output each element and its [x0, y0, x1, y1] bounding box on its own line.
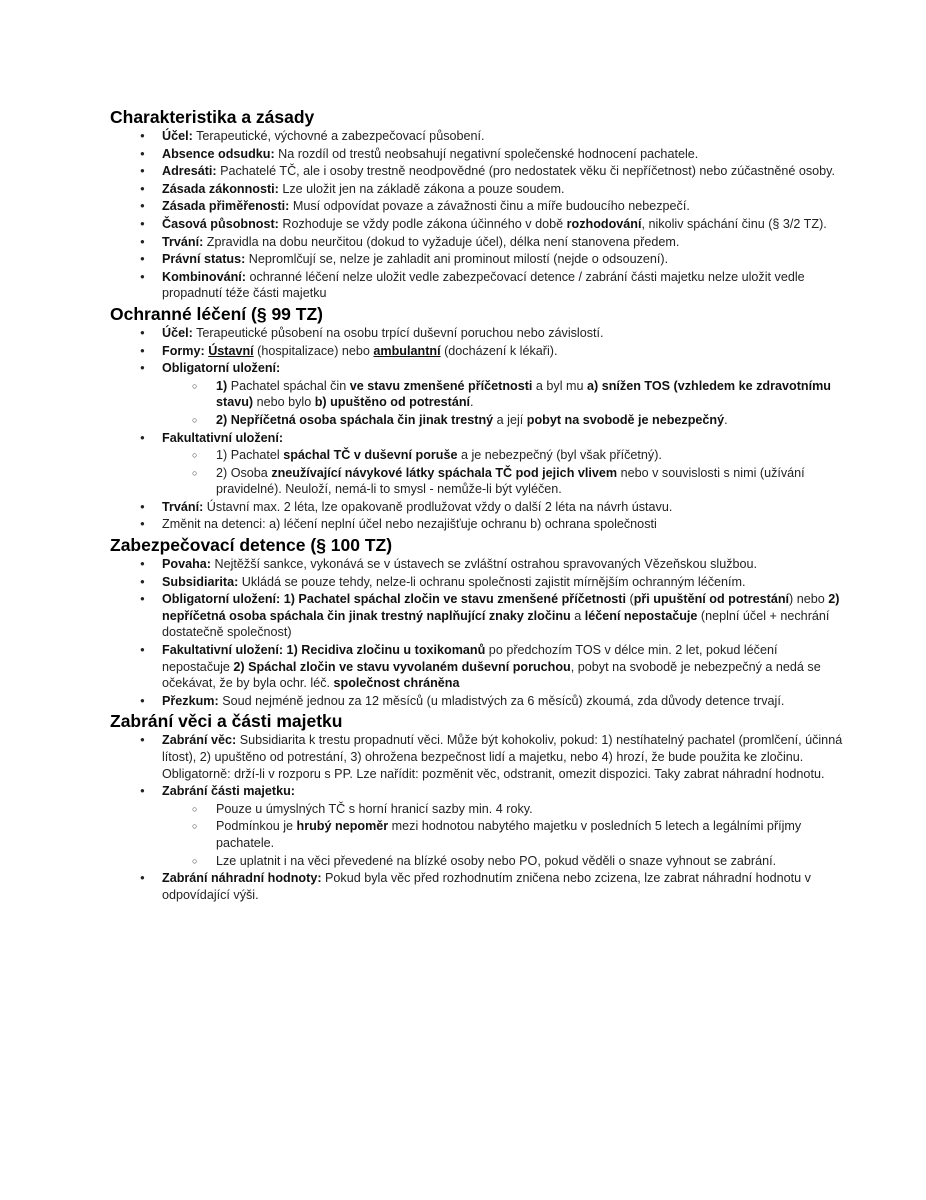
item-text: . [724, 412, 728, 427]
item-bold: 2) Nepříčetná osoba spáchala čin jinak trestný [216, 412, 494, 427]
characteristics-list [110, 128, 846, 302]
item-bold: ve stavu zmenšené příčetnosti [349, 378, 533, 393]
item-bold: při upuštění od potrestání [633, 592, 790, 607]
item-text: Terapeutické, výchovné a zabezpečovací působení. [192, 129, 485, 143]
item-text: ) nebo [789, 592, 829, 607]
item-label: Zásada zákonnosti: [162, 181, 279, 196]
sub-list [162, 378, 846, 429]
item-text: (docházení k lékaři). [440, 343, 558, 358]
sub-list [162, 447, 846, 498]
item-label: Fakultativní uložení: [162, 643, 284, 658]
item-text: Lze uložit jen na základě zákona a pouze soudem. [278, 181, 565, 196]
item-bold: 1) Pachatel spáchal zločin ve stavu zmenšené příčetnosti [280, 592, 626, 607]
item-bold: společnost chráněna [333, 676, 460, 691]
item-bold: 2) Spáchal zločin ve stavu vyvolaném duševní poruchou [233, 659, 571, 674]
sub-list-item [162, 853, 846, 870]
list-item [110, 556, 846, 573]
item-bold: rozhodování [566, 216, 642, 231]
item-text: , pobyt na svobodě je nebezpečný a nedá se očekávat, že by byla ochr. léč. [162, 659, 821, 691]
list-item [110, 269, 846, 302]
item-text: Terapeutické působení na osobu trpící duševní poruchou nebo závislostí. [192, 325, 604, 340]
item-bold: 2) nepříčetná osoba spáchala čin jinak trestný naplňující znaky zločinu [162, 592, 840, 623]
item-label: Subsidiarita: [162, 574, 239, 589]
item-text: Ukládá se pouze tehdy, nelze-li ochranu společnosti zajistit mírnějším ochranným léčením. [238, 574, 746, 589]
item-label: Fakultativní uložení: [162, 430, 284, 445]
item-text: Pachatelé TČ, ale i osoby trestně neodpovědné (pro nedostatek věku či nepříčetnost) nebo zúčastněné osoby. [216, 164, 836, 179]
item-label: Obligatorní uložení: [162, 361, 281, 376]
item-text: Subsidiarita k trestu propadnutí věci. Může být kohokoliv, pokud: 1) nestíhatelný pachatel (promlčení, účinná lítost), 2) upuštěno od potrestání, 3) ohrožena bezpečnost lidí a majetku, nebo 4) hrozí, že bude použita ke zločinu. Obligatorně: drží-li v rozporu s PP. Lze nařídit: pozměnit věc, odstranit, omezit dispozici. Taky zabrat náhradní hodnotu. [162, 733, 843, 781]
item-text: Lze uplatnit i na věci převedené na blízké osoby nebo PO, pokud věděli o snaze vyhnout se zabrání. [216, 853, 777, 868]
list-item [110, 870, 846, 903]
list-item [110, 234, 846, 251]
list-item [110, 732, 846, 782]
list-item [110, 343, 846, 360]
item-label: Účel: [162, 325, 193, 340]
item-bold: zneužívající návykové látky spáchala TČ pod jejich vlivem [271, 465, 618, 480]
list-item [110, 591, 846, 641]
list-item [110, 163, 846, 180]
list-item [110, 783, 846, 869]
list-item [110, 251, 846, 268]
item-text: a [570, 608, 585, 623]
item-text: Změnit na detenci: a) léčení neplní účel nebo nezajišťuje ochranu b) ochrana společnosti [162, 517, 657, 532]
item-label: Právní status: [162, 252, 246, 267]
list-item [110, 181, 846, 198]
item-underlined: ambulantní [373, 343, 441, 358]
forfeiture-list [110, 732, 846, 903]
item-label: Zabrání náhradní hodnoty: [162, 871, 322, 886]
item-label: Povaha: [162, 557, 211, 572]
protective-treatment-list [110, 325, 846, 533]
item-label: Adresáti: [162, 164, 217, 179]
item-text: Podmínkou je [216, 819, 297, 834]
section-heading-protective-treatment: Ochranné léčení (§ 99 TZ) [110, 303, 323, 324]
item-text: ochranné léčení nelze uložit vedle zabezpečovací detence / zabrání části majetku nelze uložit vedle propadnutí téže části majetku [162, 269, 805, 301]
item-label: Trvání: [162, 234, 204, 249]
item-text: Pouze u úmyslných TČ s horní hranicí sazby min. 4 roky. [216, 801, 533, 816]
item-text: nebo bylo [253, 395, 315, 410]
list-item [110, 325, 846, 342]
list-item [110, 516, 846, 533]
item-bold: pobyt na svobodě je nebezpečný [526, 412, 725, 427]
item-label: Zabrání části majetku: [162, 784, 295, 799]
item-text: po předchozím TOS v délce min. 2 let, pokud léčení nepostačuje [162, 643, 778, 674]
item-text: 1) Pachatel [216, 448, 284, 463]
list-item [110, 216, 846, 233]
item-label: Absence odsudku: [162, 146, 275, 161]
item-underlined: Ústavní [208, 343, 254, 358]
item-text: Pachatel spáchal čin [227, 378, 350, 393]
list-item [110, 360, 846, 428]
item-text: a je nebezpečný (byl však příčetný). [457, 448, 662, 463]
item-text: Rozhoduje se vždy podle zákona účinného v době [278, 216, 567, 231]
item-text: (neplní účel + nechrání dostatečně společnost) [162, 608, 830, 640]
item-label: Formy: [162, 343, 205, 358]
item-text: a její [493, 412, 527, 427]
item-bold: 1) [216, 378, 228, 393]
section-heading-security-detention: Zabezpečovací detence (§ 100 TZ) [110, 535, 393, 556]
sub-list [162, 801, 846, 869]
item-text: nebo v souvislosti s nimi (užívání pravidelné). Neuloží, nemá-li to smysl - nemůže-li být vyléčen. [216, 465, 805, 497]
item-label: Obligatorní uložení: [162, 592, 281, 607]
sub-list-item [162, 412, 846, 429]
item-text: Musí odpovídat povaze a závažnosti činu a míře budoucího nebezpečí. [289, 199, 690, 214]
item-text: Na rozdíl od trestů neobsahují negativní společenské hodnocení pachatele. [274, 146, 699, 161]
item-text: a byl mu [532, 378, 587, 393]
item-text: , nikoliv spáchání činu (§ 3/2 TZ). [641, 216, 827, 231]
list-item [110, 198, 846, 215]
item-text: Nejtěžší sankce, vykonává se v ústavech se zvláštní ostrahou spravovaných Vězeňskou službou. [211, 557, 758, 572]
sub-list-item [162, 801, 846, 818]
item-label: Trvání: [162, 499, 204, 514]
item-label: Zásada přiměřenosti: [162, 199, 290, 214]
list-item [110, 693, 846, 710]
section-heading-characteristics: Charakteristika a zásady [110, 107, 315, 127]
item-bold: a) snížen TOS (vzhledem ke zdravotnímu stavu) [216, 378, 832, 410]
item-text: Pokud byla věc před rozhodnutím zničena nebo zcizena, lze zabrat náhradní hodnotu v odpovídající výši. [162, 871, 811, 902]
list-item [110, 430, 846, 498]
sub-list-item [162, 818, 846, 851]
item-bold: b) upuštěno od potrestání [314, 395, 471, 410]
list-item [110, 574, 846, 591]
list-item [110, 128, 846, 145]
item-label: Zabrání věc: [162, 733, 237, 748]
sub-list-item [162, 378, 846, 411]
item-label: Kombinování: [162, 269, 246, 284]
item-bold: hrubý nepoměr [296, 819, 389, 834]
item-text: Ústavní max. 2 léta, lze opakovaně prodlužovat vždy o další 2 léta na návrh ústavu. [203, 499, 673, 514]
list-item [110, 642, 846, 692]
item-label: Časová působnost: [162, 216, 279, 231]
item-text: (hospitalizace) nebo [253, 343, 374, 358]
item-text: mezi hodnotou nabytého majetku v posledních 5 letech a legálními příjmy pachatele. [216, 819, 802, 850]
item-text: ( [626, 592, 634, 607]
sub-list-item [162, 447, 846, 464]
security-detention-list [110, 556, 846, 709]
item-bold: léčení nepostačuje [584, 608, 698, 623]
item-text: Nepromlčují se, nelze je zahladit ani prominout milostí (nejde o odsouzení). [245, 252, 669, 267]
list-item [110, 146, 846, 163]
item-text: Soud nejméně jednou za 12 měsíců (u mladistvých za 6 měsíců) zkoumá, zda důvody detence trvají. [218, 693, 785, 708]
sub-list-item [162, 465, 846, 498]
section-heading-forfeiture: Zabrání věci a části majetku [110, 711, 343, 732]
item-bold: spáchal TČ v duševní poruše [283, 448, 458, 463]
item-text: Zpravidla na dobu neurčitou (dokud to vyžaduje účel), délka není stanovena předem. [203, 234, 680, 249]
item-bold: 1) Recidiva zločinu u toxikomanů [283, 643, 486, 658]
item-label: Přezkum: [162, 693, 219, 708]
item-text: 2) Osoba [216, 465, 272, 480]
item-text: . [470, 395, 474, 410]
list-item [110, 499, 846, 516]
item-label: Účel: [162, 129, 193, 143]
